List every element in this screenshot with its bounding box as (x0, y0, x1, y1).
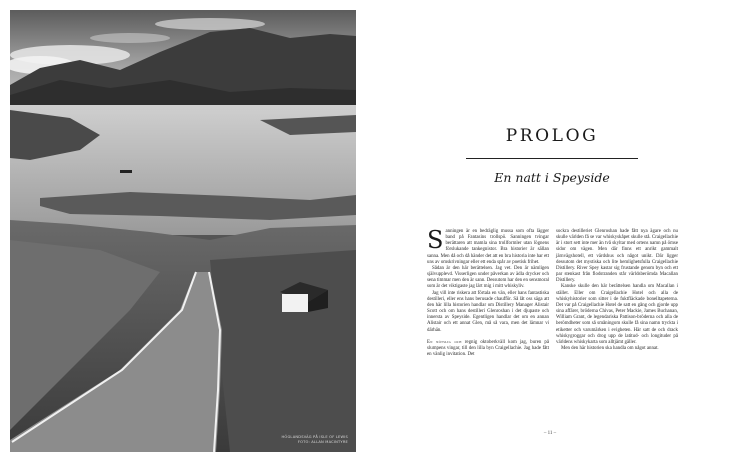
landscape-photo (10, 10, 356, 452)
page-number: – 11 – (543, 431, 557, 436)
paragraph-text: anningen är en bedräglig mussa som ofta lägger band på Fantasins trollspö. Sanningen tvingar berättaren att mamla sina trollformler utan lögnens förslukande tankegnistor. Bra historier är sällan sanna. Men då och då händer det att en bra historia inte har ett uns av omskrivningar eller ett enda spår av poetisk frihet. (427, 229, 549, 265)
photo-credit-line-1: HÖGLANDSVÄG PÅ ISLE OF LEWIS (281, 435, 348, 440)
text-column-right (556, 229, 678, 352)
paragraph-text: regnig oktoberkväll kom jag, buren på slumpens vingar, till den lilla byn Craigellachie. Jag hade fått en vänlig invitation. Det (427, 339, 550, 357)
paragraph: Sådan är den här berättelsen. Jag vet. Den är nämligen självupplevd. Visserligen under påverkan av ädla drycker och sena timmar men den är sann. Dessutom har den en sensmoral som är det viktigaste jag lärt mig i mitt whiskyliv. (427, 265, 549, 290)
photo-credit (278, 435, 348, 444)
paragraph: Jag vill inte riskera att förtala en vän, eller hans fantastiska destilleri, eller ens hans berusade chaufför. Så låt oss säga att den här lilla historien handlar om Distillery Manager Alistair Scott och om hans destilleri Glenroshan i det djupaste och innersta av Speyside. Egentligen handlar det om en annan Alistair och ett annat Glen, må så vara, men det lämnar vi därhän. (427, 290, 549, 333)
paragraph: sockra destilleriet Glenroshan hade fått nya ägare och nu skulle världen få se var whiskyskåpet skulle stå. Craigellachie är i stort sett inte mer än två skyltar med ortens namn på ömse sidor om vägen. Men där finns ett anrikt gammalt järnvägshotell, ett värdshus och något unikt. Där ligger dessutom det mystiska och lite hemlighetsfulla Craigellachie Distillery. River Spey kastar sig frustande genom byn och ett par stenkast från flodstranden står världsberömda Macallan Distillery. (556, 229, 678, 284)
photo-credit-line-2: FOTO: ALLAN MACINTYRE (297, 439, 348, 444)
paragraph: Kanske skulle den här berättelsen handla om Macallan i stället. Eller om Craigellachie Hotel och alla de whiskyhistorier som sitter i de fuktfläckade bonelltapeterna. Det var på Craigellachie Hotel de satt en gång och gjorde upp sina affärer, bröderna Chivas, Peter Mackie, James Buchanan, William Grant, de legendariska Pattison-bröderna och alla de berömdheter som så småningom skulle få sina namn tryckta i etiketter och varumärken i evigheten. Här satt de och drack whiskygroggar och drog upp de latitud- och longituder på världens whiskykarta som alltjämt gäller. (556, 284, 678, 345)
highland-road-image (10, 10, 356, 452)
paragraph (427, 226, 549, 266)
chapter-subtitle: En natt i Speyside (494, 170, 610, 185)
chapter-title: PROLOG (505, 126, 599, 146)
paragraph (427, 340, 549, 358)
small-caps-lead: En nötslig och (427, 339, 462, 345)
title-rule (466, 158, 638, 159)
text-column-left (427, 226, 550, 358)
dropcap: S (427, 226, 444, 254)
paragraph: Men den här historien ska handla om något annat. (561, 345, 659, 351)
